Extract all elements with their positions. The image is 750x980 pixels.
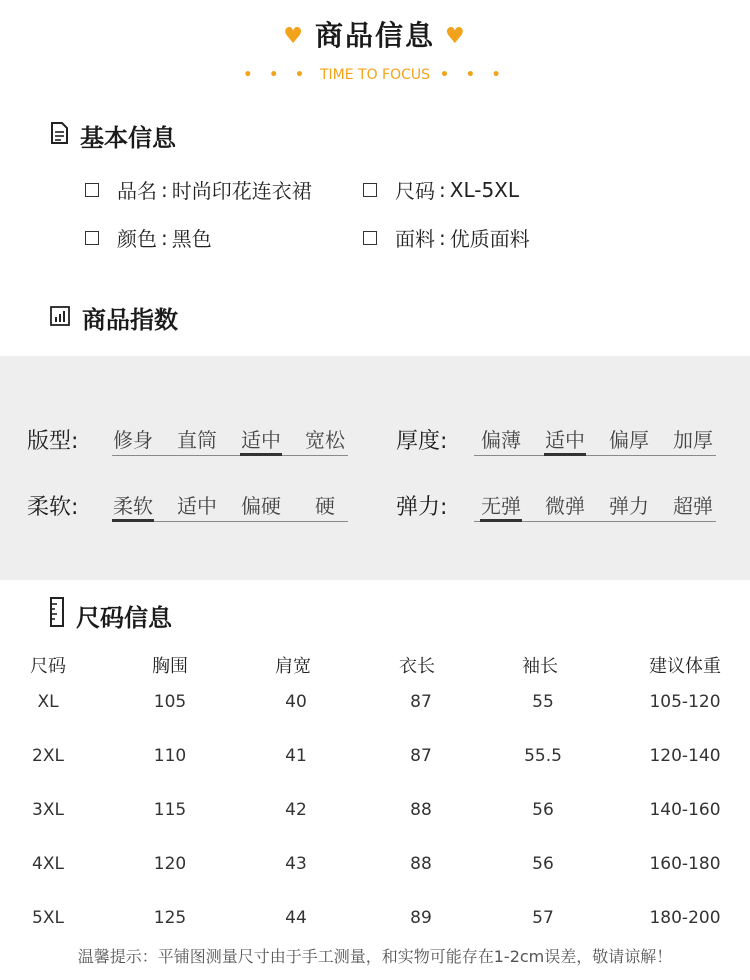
section-title: 商品指数 [82,306,178,334]
table-cell: 56 [532,854,554,874]
heart-icon: ♥ [283,24,305,49]
table-cell: 57 [532,908,554,928]
option-item: 微弹 [545,494,585,518]
selected-underline [480,519,522,522]
info-item-name [85,175,312,204]
table-cell: 55.5 [524,746,562,766]
info-value: 优质面料 [449,227,530,251]
table-cell: 120 [153,854,187,874]
ruler-icon [50,597,64,633]
checkbox-icon [85,231,99,245]
option-item: 偏薄 [481,428,521,452]
option-item: 加厚 [673,428,713,452]
table-cell: 40 [285,692,307,712]
index-heading [50,300,178,335]
info-item-color [85,223,212,252]
option-item-selected: 适中 [545,428,585,452]
table-cell: 105 [153,692,187,712]
table-header: 建议体重 [649,656,721,677]
option-item: 偏厚 [609,428,649,452]
info-sep: : [161,225,168,250]
table-cell: 125 [153,908,187,928]
table-cell: 56 [532,800,554,820]
option-item-selected: 无弹 [481,494,521,518]
index-panel [0,356,750,580]
option-item: 硬 [315,494,335,518]
info-label: 尺码 [395,179,435,203]
table-cell: 41 [285,746,307,766]
selected-underline [240,453,282,456]
table-cell: 88 [410,800,432,820]
table-cell: 160-180 [649,854,721,874]
page-title [0,14,750,54]
table-header: 尺码 [30,656,66,677]
option-item: 宽松 [305,428,345,452]
info-value: 时尚印花连衣裙 [171,179,312,203]
table-header: 肩宽 [275,656,311,677]
checkbox-icon [363,231,377,245]
info-label: 颜色 [117,227,157,251]
option-item: 直筒 [177,428,217,452]
info-value: XL-5XL [449,177,520,202]
heart-icon: ♥ [445,24,467,49]
table-cell: 43 [285,854,307,874]
checkbox-icon [85,183,99,197]
table-cell: 115 [153,800,187,820]
table-cell: 2XL [32,746,64,766]
info-item-size [363,175,519,204]
info-value: 黑色 [171,227,212,251]
option-item: 弹力 [609,494,649,518]
table-cell: 55 [532,692,554,712]
attr-label-softness: 柔软: [27,495,79,520]
selected-underline [544,453,586,456]
checkbox-icon [363,183,377,197]
table-cell: 120-140 [649,746,721,766]
table-cell: 87 [410,746,432,766]
document-icon [50,122,68,150]
section-title: 基本信息 [80,124,176,152]
dots-decoration: • • • [440,67,507,83]
table-cell: 87 [410,692,432,712]
option-item: 适中 [177,494,217,518]
table-cell: 3XL [32,800,64,820]
option-item: 偏硬 [241,494,281,518]
selected-underline [112,519,154,522]
table-cell: 105-120 [649,692,721,712]
table-cell: 110 [153,746,187,766]
page-title-text: 商品信息 [314,19,435,52]
section-title: 尺码信息 [76,603,172,632]
attr-label-fit: 版型: [27,429,79,454]
info-sep: : [439,177,446,202]
table-cell: 4XL [32,854,64,874]
table-cell: 180-200 [649,908,721,928]
table-header: 衣长 [399,656,435,677]
table-cell: 44 [285,908,307,928]
info-label: 品名 [117,179,157,203]
table-cell: XL [37,692,59,712]
table-cell: 140-160 [649,800,721,820]
attr-label-elasticity: 弹力: [396,495,448,520]
bar-chart-icon [50,304,70,332]
attr-label-thickness: 厚度: [396,429,448,454]
size-heading [50,597,172,633]
table-cell: 88 [410,854,432,874]
option-item-selected: 适中 [241,428,281,452]
page-subtitle [0,67,750,83]
measurement-note: 温馨提示：平铺图测量尺寸由于手工测量，和实物可能存在1-2cm误差，敬请谅解！ [77,947,673,966]
info-sep: : [439,225,446,250]
info-label: 面料 [395,227,435,251]
info-item-fabric [363,223,530,252]
option-item-selected: 柔软 [113,494,153,518]
basic-info-heading [50,118,176,153]
table-header: 袖长 [522,656,558,677]
dots-decoration: • • • [243,67,310,83]
option-track [112,455,348,456]
table-cell: 89 [410,908,432,928]
option-item: 修身 [113,428,153,452]
subtitle-text: TIME TO FOCUS [319,67,431,83]
option-track [474,455,716,456]
info-sep: : [161,177,168,202]
option-item: 超弹 [673,494,713,518]
table-header: 胸围 [152,656,188,677]
table-cell: 5XL [32,908,64,928]
table-cell: 42 [285,800,307,820]
